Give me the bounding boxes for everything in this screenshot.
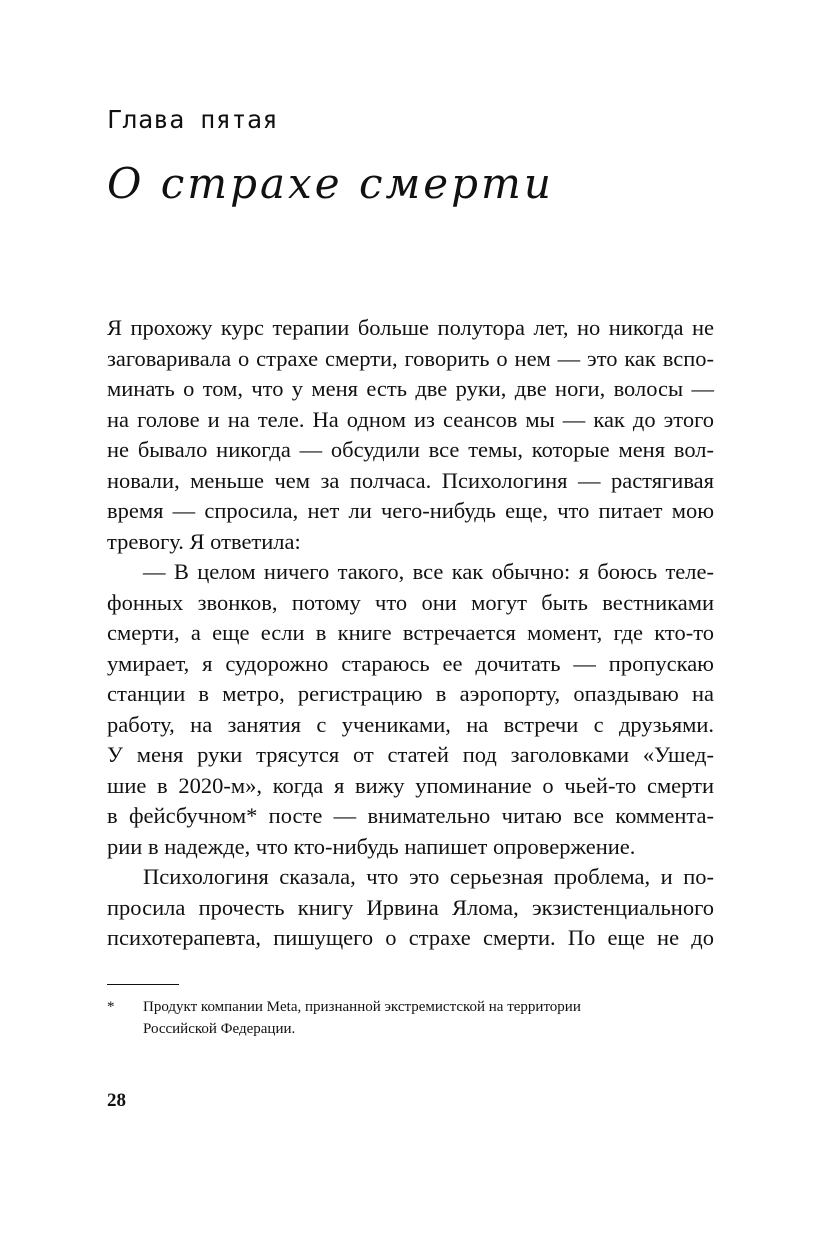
footnote-divider xyxy=(107,984,179,985)
body-line: новали, меньше чем за полчаса. Психологиня — растягивая xyxy=(107,467,714,493)
body-line: — В целом ничего такого, все как обычно: я боюсь теле- xyxy=(143,559,714,584)
body-line: Психологиня сказала, что это серьезная проблема, и по- xyxy=(143,864,714,889)
body-line: психотерапевта, пишущего о страхе смерти. По еще не до xyxy=(107,925,714,950)
body-line: У меня руки трясутся от статей под заголовками «Ушед- xyxy=(107,742,714,767)
body-line: работу, на занятия с учениками, на встречи с друзьями. xyxy=(107,711,714,737)
body-line: заговаривала о страхе смерти, говорить о нем — это как вспо- xyxy=(107,345,714,371)
body-line: Я прохожу курс терапии больше полутора лет, но никогда не xyxy=(107,315,714,340)
body-line: фонных звонков, потому что они могут быть вестниками xyxy=(107,589,714,615)
body-line: не бывало никогда — обсудили все темы, которые меня вол- xyxy=(107,437,714,462)
page-number: 28 xyxy=(107,1090,126,1111)
footnote xyxy=(107,996,714,1040)
footnote-line: Российской Федерации. xyxy=(143,1021,296,1037)
footnote-text xyxy=(143,996,714,1040)
body-line: минать о том, что у меня есть две руки, две ноги, волосы — xyxy=(107,376,714,401)
body-line: на голове и на теле. На одном из сеансов мы — как до этого xyxy=(107,406,714,432)
footnote-marker: * xyxy=(107,999,115,1015)
body-line: умирает, я судорожно стараюсь ее дочитать — пропускаю xyxy=(107,650,714,676)
body-line: рии в надежде, что кто-нибудь напишет опровержение. xyxy=(107,833,636,859)
body-line: просила прочесть книгу Ирвина Ялома, экзистенциального xyxy=(107,894,714,920)
body-line: шие в 2020-м», когда я вижу упоминание о чьей-то смерти xyxy=(107,772,714,798)
body-line: смерти, а еще если в книге встречается момент, где кто-то xyxy=(107,620,714,645)
chapter-label: Глава пятая xyxy=(107,105,279,134)
body-line: тревогу. Я ответила: xyxy=(107,528,301,554)
chapter-title: О страхе смерти xyxy=(107,159,554,208)
body-text xyxy=(107,313,714,954)
body-line: время — спросила, нет ли чего-нибудь еще, что питает мою xyxy=(107,498,714,523)
body-line: в фейсбучном* посте — внимательно читаю все коммента- xyxy=(107,803,714,828)
footnote-line: Продукт компании Meta, признанной экстремистской на территории xyxy=(143,999,581,1015)
body-line: станции в метро, регистрацию в аэропорту, опаздываю на xyxy=(107,681,714,706)
